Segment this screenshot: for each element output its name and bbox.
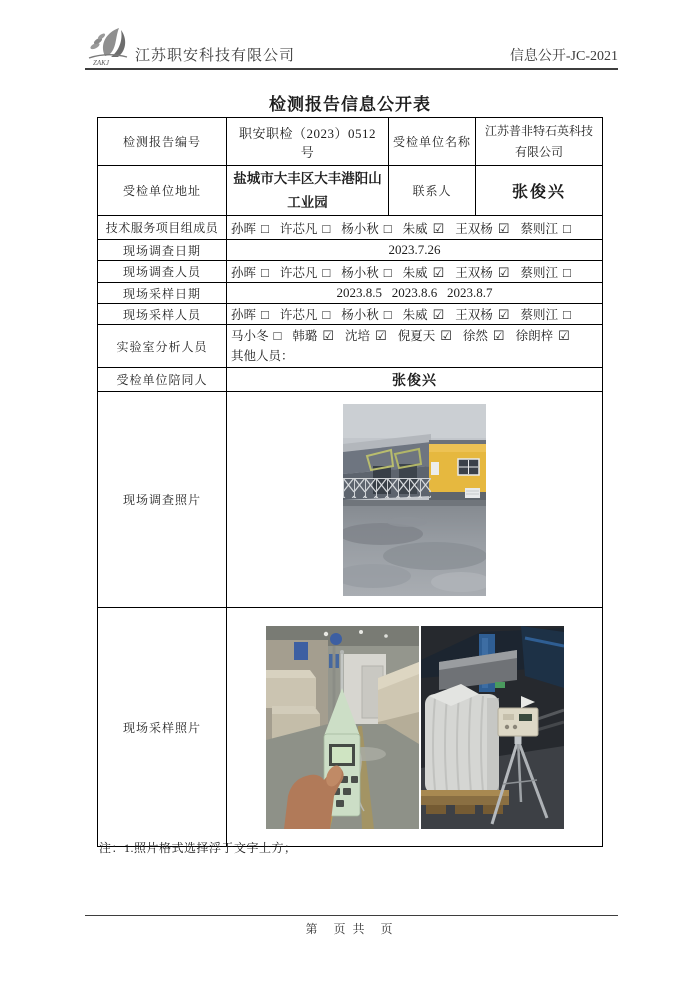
team-label: 技术服务项目组成员 [98, 216, 227, 240]
sampling-date-value: 2023.8.5 2023.8.6 2023.8.7 [227, 283, 603, 304]
report-no-value: 职安职检（2023）0512 号 [227, 118, 389, 166]
member-unchecked: 杨小秋 □ [341, 220, 392, 236]
lab-staff-cell [227, 325, 603, 368]
survey-photo-label: 现场调查照片 [98, 392, 227, 608]
page-number: 第 页 共 页 [305, 922, 395, 936]
address-value: 盐城市大丰区大丰港阳山工业园 [227, 166, 389, 216]
report-no-label: 检测报告编号 [98, 118, 227, 166]
lab-staff-label: 实验室分析人员 [98, 325, 227, 368]
checkbox-unchecked-icon: □ [322, 220, 331, 236]
member-checked: 王双杨 ☑ [455, 264, 510, 280]
checkbox-checked-icon: ☑ [432, 220, 445, 236]
checkbox-checked-icon: ☑ [558, 328, 570, 344]
checkbox-unchecked-icon: □ [322, 264, 331, 280]
checkbox-checked-icon: ☑ [497, 220, 510, 236]
page-header [85, 24, 618, 70]
sampling-staff-label: 现场采样人员 [98, 304, 227, 325]
checkbox-checked-icon: ☑ [432, 307, 445, 323]
sampling-photo-cell [227, 608, 603, 847]
member-unchecked: 许芯凡 □ [279, 220, 331, 236]
checkbox-checked-icon: ☑ [440, 328, 452, 344]
table-row [98, 392, 603, 608]
table-row [98, 608, 603, 847]
table-row [98, 368, 603, 392]
unit-name-label: 受检单位名称 [389, 118, 476, 166]
logo-text: ZAKJ [93, 59, 109, 66]
member-checked: 沈培 ☑ [345, 328, 387, 344]
survey-photo-cell [227, 392, 603, 608]
checkbox-unchecked-icon: □ [273, 328, 282, 344]
company-logo-icon [85, 24, 131, 66]
member-checked: 王双杨 ☑ [455, 220, 510, 236]
member-unchecked: 孙晖 □ [231, 264, 269, 280]
checkbox-checked-icon: ☑ [492, 328, 505, 344]
checkbox-unchecked-icon: □ [383, 264, 392, 280]
sampling-photo-label: 现场采样照片 [98, 608, 227, 847]
member-unchecked: 马小冬 □ [231, 328, 282, 344]
checkbox-checked-icon: ☑ [322, 328, 335, 344]
checkbox-unchecked-icon: □ [383, 220, 392, 236]
member-checked: 徐朗梓 ☑ [515, 328, 570, 344]
checkbox-checked-icon: ☑ [375, 328, 387, 344]
lab-staff-members [231, 326, 598, 346]
table-row [98, 166, 603, 216]
address-label: 受检单位地址 [98, 166, 227, 216]
member-unchecked: 杨小秋 □ [341, 307, 392, 323]
checkbox-unchecked-icon: □ [562, 220, 571, 236]
sampling-photo-left [266, 626, 419, 829]
survey-date-value: 2023.7.26 [227, 240, 603, 261]
sampling-photo-right [421, 626, 564, 829]
table-row [98, 325, 603, 368]
survey-date-label: 现场调查日期 [98, 240, 227, 261]
member-unchecked: 蔡则江 □ [520, 220, 571, 236]
page-title: 检测报告信息公开表 [269, 95, 431, 114]
table-row [98, 216, 603, 240]
table-row [98, 240, 603, 261]
footer-divider [85, 915, 618, 916]
escort-label: 受检单位陪同人 [98, 368, 227, 392]
checkbox-unchecked-icon: □ [383, 307, 392, 323]
contact-label: 联系人 [389, 166, 476, 216]
checkbox-unchecked-icon: □ [322, 307, 331, 323]
survey-staff-label: 现场调查人员 [98, 261, 227, 283]
member-checked: 朱威 ☑ [402, 307, 445, 323]
survey-photo [343, 404, 486, 596]
sampling-date-label: 现场采样日期 [98, 283, 227, 304]
company-name: 江苏职安科技有限公司 [135, 48, 296, 64]
member-checked: 倪夏天 ☑ [397, 328, 452, 344]
checkbox-unchecked-icon: □ [261, 264, 269, 280]
contact-value: 张俊兴 [476, 166, 603, 216]
member-unchecked: 孙晖 □ [231, 307, 269, 323]
checkbox-checked-icon: ☑ [497, 307, 510, 323]
table-row [98, 283, 603, 304]
member-unchecked: 蔡则江 □ [520, 307, 571, 323]
member-checked: 韩璐 ☑ [292, 328, 335, 344]
table-row [98, 118, 603, 166]
checkbox-unchecked-icon: □ [261, 307, 269, 323]
lab-others-label: 其他人员： [231, 348, 294, 363]
table-row [98, 304, 603, 325]
sampling-staff-members [227, 304, 603, 325]
member-unchecked: 许芯凡 □ [279, 307, 331, 323]
checkbox-unchecked-icon: □ [562, 307, 571, 323]
note-text: 注：1.照片格式选择浮于文字上方； [99, 841, 297, 855]
survey-staff-members [227, 261, 603, 283]
member-checked: 朱威 ☑ [402, 264, 445, 280]
checkbox-checked-icon: ☑ [497, 264, 510, 280]
member-checked: 朱威 ☑ [402, 220, 445, 236]
team-members [227, 216, 603, 240]
checkbox-unchecked-icon: □ [562, 264, 571, 280]
unit-name-value: 江苏普非特石英科技有限公司 [476, 118, 603, 166]
member-unchecked: 杨小秋 □ [341, 264, 392, 280]
member-checked: 王双杨 ☑ [455, 307, 510, 323]
report-info-table [97, 117, 603, 847]
checkbox-unchecked-icon: □ [261, 220, 269, 236]
member-unchecked: 蔡则江 □ [520, 264, 571, 280]
document-code: 信息公开-JC-2021 [509, 49, 618, 64]
member-unchecked: 许芯凡 □ [279, 264, 331, 280]
member-checked: 徐然 ☑ [462, 328, 505, 344]
checkbox-checked-icon: ☑ [432, 264, 445, 280]
table-row [98, 261, 603, 283]
escort-value: 张俊兴 [227, 368, 603, 392]
member-unchecked: 孙晖 □ [231, 220, 269, 236]
